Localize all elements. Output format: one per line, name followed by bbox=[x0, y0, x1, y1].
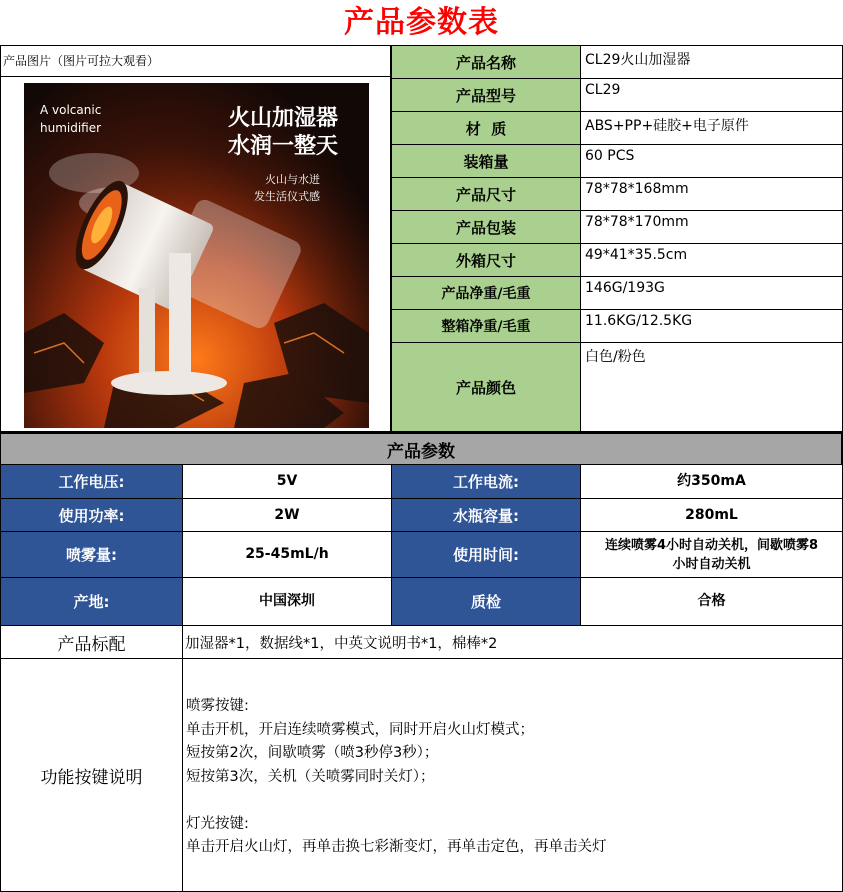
spec-label-model: 产品型号 bbox=[391, 79, 581, 112]
param-value-voltage: 5V bbox=[183, 465, 392, 499]
spec-label-package: 产品包装 bbox=[391, 211, 581, 244]
accessories-value: 加湿器*1，数据线*1，中英文说明书*1，棉棒*2 bbox=[183, 626, 843, 659]
spec-value-material: ABS+PP+硅胶+电子原件 bbox=[581, 112, 843, 145]
usage-time-line1: 连续喷雾4小时自动关机，间歇喷雾8 bbox=[604, 537, 819, 553]
param-label-mist: 喷雾量: bbox=[1, 532, 183, 578]
function-line-light-title: 灯光按键: bbox=[186, 815, 249, 832]
spec-value-color: 白色/粉色 bbox=[581, 343, 843, 432]
spec-label-name: 产品名称 bbox=[391, 46, 581, 79]
spec-label-carton-size: 外箱尺寸 bbox=[391, 244, 581, 277]
photo-headline-line2: 水润一整天 bbox=[228, 134, 339, 159]
param-label-voltage: 工作电压: bbox=[1, 465, 183, 499]
param-label-qc: 质检 bbox=[392, 578, 581, 626]
param-value-mist: 25-45mL/h bbox=[183, 532, 392, 578]
photo-headline-line1: 火山加湿器 bbox=[228, 106, 339, 131]
param-value-current: 约350mA bbox=[581, 465, 843, 499]
photo-sub-line1: 火山与水迸 bbox=[265, 173, 320, 186]
param-label-current: 工作电流: bbox=[392, 465, 581, 499]
params-header: 产品参数 bbox=[1, 432, 843, 465]
spec-label-carton-qty: 装箱量 bbox=[391, 145, 581, 178]
param-value-capacity: 280mL bbox=[581, 499, 843, 532]
spec-value-weight: 146G/193G bbox=[581, 277, 843, 310]
photo-subtext bbox=[254, 171, 320, 205]
param-label-capacity: 水瓶容量: bbox=[392, 499, 581, 532]
param-value-qc: 合格 bbox=[581, 578, 843, 626]
function-line-spray-1: 单击开机，开启连续喷雾模式，同时开启火山灯模式； bbox=[186, 721, 534, 738]
spec-value-size: 78*78*168mm bbox=[581, 178, 843, 211]
function-line-blank bbox=[186, 789, 842, 813]
param-label-usage-time: 使用时间: bbox=[392, 532, 581, 578]
photo-sub-line2: 发生活仪式感 bbox=[254, 190, 320, 203]
param-value-usage-time bbox=[581, 532, 843, 578]
param-value-power: 2W bbox=[183, 499, 392, 532]
photo-en-text bbox=[40, 101, 101, 137]
param-value-origin: 中国深圳 bbox=[183, 578, 392, 626]
spec-value-carton-size: 49*41*35.5cm bbox=[581, 244, 843, 277]
functions-label: 功能按键说明 bbox=[1, 659, 183, 892]
spec-value-model: CL29 bbox=[581, 79, 843, 112]
function-line-spray-3: 短按第3次，关机（关喷雾同时关灯）； bbox=[186, 768, 435, 785]
param-label-origin: 产地: bbox=[1, 578, 183, 626]
functions-description bbox=[183, 659, 843, 892]
spec-label-material: 材 质 bbox=[391, 112, 581, 145]
function-line-spray-2: 短按第2次，间歇喷雾（喷3秒停3秒）； bbox=[186, 745, 439, 761]
page-title: 产品参数表 bbox=[344, 5, 499, 40]
spec-label-color: 产品颜色 bbox=[391, 343, 581, 432]
accessories-label: 产品标配 bbox=[1, 626, 183, 659]
spec-value-package: 78*78*170mm bbox=[581, 211, 843, 244]
spec-label-carton-weight: 整箱净重/毛重 bbox=[391, 310, 581, 343]
image-caption: 产品图片（图片可拉大观看） bbox=[1, 46, 391, 77]
spec-value-carton-weight: 11.6KG/12.5KG bbox=[581, 310, 843, 343]
usage-time-line2: 小时自动关机 bbox=[672, 556, 751, 572]
photo-en-line2: humidifier bbox=[40, 121, 102, 135]
photo-headline bbox=[228, 105, 338, 161]
spec-label-size: 产品尺寸 bbox=[391, 178, 581, 211]
spec-value-name: CL29火山加湿器 bbox=[581, 46, 843, 79]
function-line-spray-title: 喷雾按键: bbox=[186, 698, 249, 714]
param-label-power: 使用功率: bbox=[1, 499, 183, 532]
function-line-light-1: 单击开启火山灯，再单击换七彩渐变灯，再单击定色，再单击关灯 bbox=[186, 839, 607, 855]
product-photo bbox=[24, 83, 369, 428]
spec-value-carton-qty: 60 PCS bbox=[581, 145, 843, 178]
spec-label-weight: 产品净重/毛重 bbox=[391, 277, 581, 310]
photo-en-line1: A volcanic bbox=[40, 103, 102, 117]
